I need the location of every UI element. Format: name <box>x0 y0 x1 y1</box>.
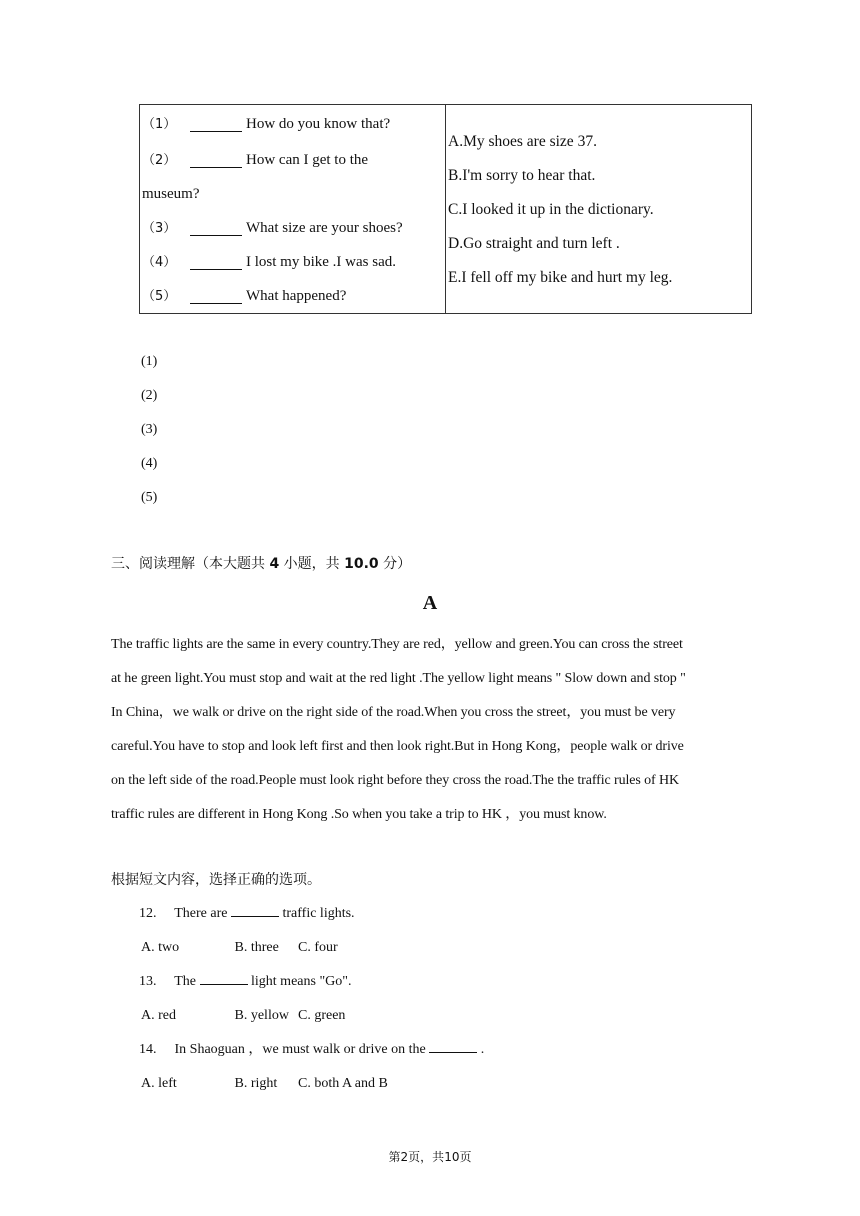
answer-option: C.I looked it up in the dictionary. <box>448 201 654 218</box>
question-number: 14. <box>139 1042 157 1057</box>
answer-blank[interactable] <box>231 902 279 917</box>
option-c[interactable]: C. green <box>298 1008 346 1023</box>
passage-body <box>111 628 751 832</box>
page-footer <box>0 1148 860 1165</box>
question-text: How can I get to the <box>246 151 369 168</box>
section-heading-suffix: 分） <box>383 556 412 572</box>
matching-table <box>139 104 752 314</box>
answer-blank[interactable] <box>190 153 242 168</box>
question-list <box>139 900 484 1104</box>
question-text-before: There are <box>174 906 228 921</box>
question-stem <box>139 968 484 1002</box>
footer-prefix: 第 <box>388 1150 401 1164</box>
section-heading-prefix: 三、阅读理解（本大题共 <box>111 556 265 572</box>
passage-line: traffic rules are different in Hong Kong .So when you take a trip to HK ，you must know. <box>111 807 607 822</box>
option-c[interactable]: C. four <box>298 940 338 955</box>
answer-option: A.My shoes are size 37. <box>448 133 597 150</box>
question-line <box>140 143 445 177</box>
question-text-after: light means "Go". <box>251 974 352 989</box>
passage-title: A <box>422 592 438 614</box>
question-line <box>140 279 445 313</box>
answer-number: (1) <box>141 354 158 369</box>
option-a[interactable]: A. red <box>141 1008 176 1023</box>
answer-number: (5) <box>141 490 158 505</box>
question-options <box>139 1070 484 1104</box>
question-options <box>139 1002 484 1036</box>
answer-blank[interactable] <box>190 117 242 132</box>
answer-number: (2) <box>141 388 158 403</box>
answer-option: D.Go straight and turn left . <box>448 235 620 252</box>
instruction-text: 根据短文内容，选择正确的选项。 <box>111 872 321 888</box>
question-number: （4） <box>142 254 177 270</box>
answer-number-list <box>141 348 157 518</box>
questions-cell <box>140 105 446 314</box>
option-b[interactable]: B. three <box>234 940 279 955</box>
question-line <box>140 245 445 279</box>
answer-number: (3) <box>141 422 158 437</box>
option-a[interactable]: A. two <box>141 940 180 955</box>
total-page-count: 10 <box>444 1150 460 1164</box>
question-options <box>139 934 484 968</box>
question-text: What size are your shoes? <box>246 219 403 236</box>
answer-option: B.I'm sorry to hear that. <box>448 167 596 184</box>
footer-suffix: 页 <box>459 1150 472 1164</box>
answer-blank[interactable] <box>429 1038 477 1053</box>
answer-number: (4) <box>141 456 158 471</box>
option-c[interactable]: C. both A and B <box>298 1076 388 1091</box>
question-text-after: . <box>480 1042 485 1057</box>
passage-line: at he green light.You must stop and wait at the red light .The yellow light means " Slow down and stop " <box>111 671 686 686</box>
option-b[interactable]: B. right <box>234 1076 278 1091</box>
section-score: 10.0 <box>344 556 379 572</box>
question-text: How do you know that? <box>246 115 391 132</box>
question-text-before: The <box>174 974 197 989</box>
answer-blank[interactable] <box>190 221 242 236</box>
passage-line: careful.You have to stop and look left first and then look right.But in Hong Kong，people walk or drive <box>111 739 684 754</box>
question-text-continuation: museum? <box>142 186 200 202</box>
answer-blank[interactable] <box>190 255 242 270</box>
question-number: （5） <box>142 288 177 304</box>
question-number: （2） <box>142 152 177 168</box>
section-heading <box>111 554 411 574</box>
question-line <box>140 211 445 245</box>
current-page-number: 2 <box>400 1150 409 1164</box>
question-number: 13. <box>139 974 157 989</box>
option-a[interactable]: A. left <box>141 1076 177 1091</box>
question-stem <box>139 900 484 934</box>
answer-option: E.I fell off my bike and hurt my leg. <box>448 269 673 286</box>
question-stem <box>139 1036 484 1070</box>
question-number: 12. <box>139 906 157 921</box>
answer-blank[interactable] <box>200 970 248 985</box>
answer-blank[interactable] <box>190 289 242 304</box>
option-b[interactable]: B. yellow <box>234 1008 289 1023</box>
passage-line: The traffic lights are the same in every country.They are red，yellow and green.You can cross the street <box>111 637 683 652</box>
question-text: I lost my bike .I was sad. <box>246 253 396 270</box>
answers-cell <box>446 105 752 314</box>
section-question-count: 4 <box>269 556 280 572</box>
section-heading-mid: 小题，共 <box>283 556 340 572</box>
question-text: What happened? <box>246 287 347 304</box>
footer-mid: 页，共 <box>408 1150 445 1164</box>
question-text-after: traffic lights. <box>282 906 355 921</box>
passage-line: on the left side of the road.People must look right before they cross the road.The the traffic rules of HK <box>111 773 680 788</box>
question-number: （1） <box>142 116 177 132</box>
passage-line: In China，we walk or drive on the right side of the road.When you cross the street，you must be very <box>111 705 676 720</box>
question-line <box>140 105 445 143</box>
question-number: （3） <box>142 220 177 236</box>
question-text-before: In Shaoguan ，we must walk or drive on the <box>174 1042 426 1057</box>
